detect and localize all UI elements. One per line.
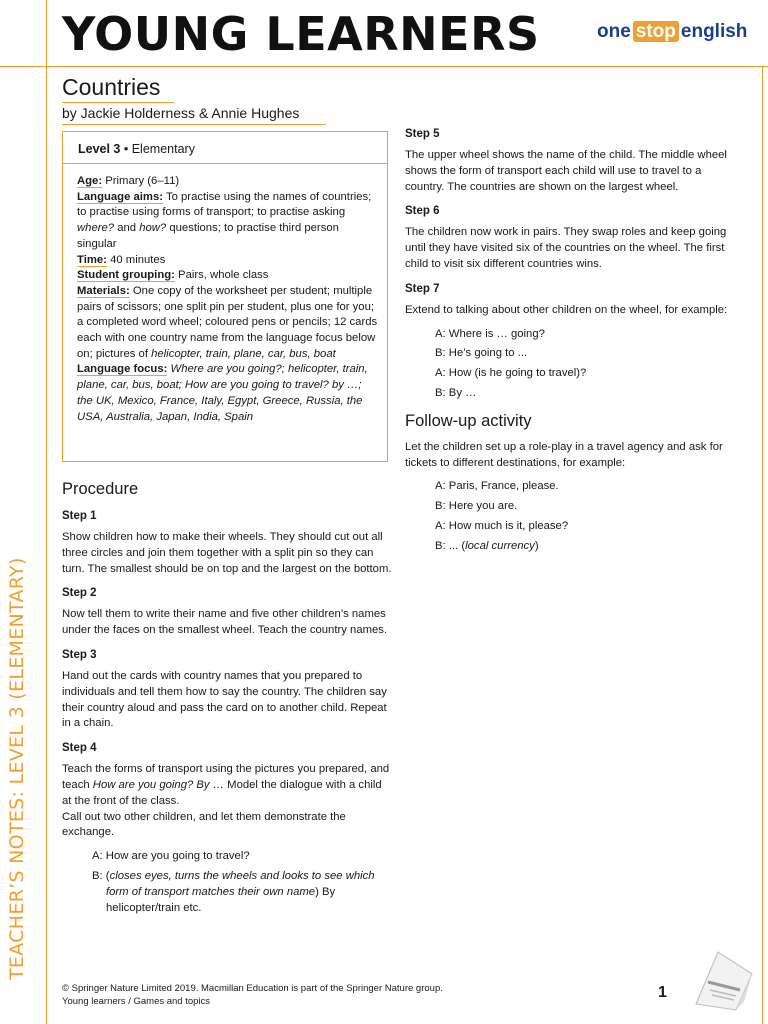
lesson-info-box — [62, 131, 388, 462]
logo-text-english: english — [680, 21, 748, 42]
logo-text-one: one — [597, 21, 631, 42]
info-value: Pairs, whole class — [174, 269, 269, 282]
dialogue-line: A: Where is … going? — [435, 327, 545, 340]
info-value: One copy of the worksheet per student; multiple pairs of scissors; one split pin per student, plus one for you; a completed word wheel; coloured pens or pencils; 12 cards each with one country name from the language focus below on; pictures of — [77, 284, 378, 360]
info-value: and — [114, 222, 140, 235]
step-7-heading: Step 7 — [405, 282, 440, 295]
photocopiable-stamp-icon — [688, 944, 758, 1014]
level-name: Elementary — [131, 142, 195, 156]
step-4-text-2: Call out two other children, and let them demonstrate the exchange. — [62, 810, 346, 839]
info-label: Student grouping: — [77, 269, 175, 282]
level-separator: • — [120, 142, 132, 156]
step-1-text: Show children how to make their wheels. They should cut out all three circles and join them together with a split pin so they can turn. The smallest should be on top and the largest on the bottom. — [62, 531, 392, 575]
procedure-column — [62, 478, 392, 922]
step-3-text: Hand out the cards with country names that you prepared to individuals and tell them how to say the country. The children say their country aloud and pass the card on to another child. Repeat in a chain. — [62, 669, 387, 730]
dialogue-line: A: How are you going to travel? — [92, 850, 250, 863]
level-number: Level 3 — [78, 142, 121, 156]
footer — [62, 982, 443, 1008]
followup-heading: Follow-up activity — [405, 411, 532, 430]
dialogue-line: B: He’s going to ... — [435, 347, 528, 360]
document-title: Countries — [62, 72, 174, 103]
dialogue-part: ) — [534, 539, 539, 552]
header-divider — [0, 66, 768, 67]
steps-right-column — [405, 126, 735, 561]
info-label: Materials: — [77, 284, 130, 297]
info-language-focus — [77, 362, 379, 425]
side-label: TEACHER’S NOTES: LEVEL 3 (ELEMENTARY) — [6, 557, 28, 980]
info-time — [77, 253, 379, 269]
step-5-heading: Step 5 — [405, 128, 440, 140]
step-7-text: Extend to talking about other children on the wheel, for example: — [405, 303, 728, 316]
step-7-dialogue — [405, 327, 735, 402]
left-border-line — [46, 0, 47, 1024]
level-header — [63, 132, 387, 164]
dialogue-italic: closes eyes, turns the wheels and looks to see which form of transport matches their own name — [106, 869, 375, 898]
step-4-heading: Step 4 — [62, 742, 97, 755]
onestopenglish-logo[interactable] — [597, 20, 747, 44]
dialogue-part: B: ... ( — [435, 539, 466, 552]
info-value: questions; to practise third person singular — [77, 222, 339, 250]
dialogue-part: ) By helicopter/train etc. — [106, 885, 336, 914]
info-value: To practise using the names of countries; to practise using forms of transport; to practise asking — [77, 190, 372, 219]
step-4-text-italic: How are you going? By … — [92, 778, 225, 791]
step-4-text — [62, 762, 392, 809]
step-6-heading: Step 6 — [405, 205, 440, 218]
step-4-dialogue — [62, 849, 392, 916]
info-student-grouping — [77, 268, 379, 284]
page-number: 1 — [658, 984, 667, 1001]
right-border-line — [762, 66, 763, 1024]
step-2-heading: Step 2 — [62, 587, 97, 600]
copyright-text: © Springer Nature Limited 2019. Macmillan Education is part of the Springer Nature group. — [62, 983, 443, 994]
dialogue-line: A: How much is it, please? — [435, 519, 569, 532]
step-1-heading: Step 1 — [62, 510, 97, 522]
info-value: Primary (6–11) — [102, 175, 180, 187]
dialogue-part: B: ( — [92, 869, 110, 882]
info-materials — [77, 284, 379, 363]
info-value: 40 minutes — [106, 253, 166, 266]
info-label: Time: — [77, 253, 107, 266]
step-2-text: Now tell them to write their name and five other children’s names under the faces on the smallest wheel. Teach the country names. — [62, 608, 388, 637]
dialogue-line: B: By … — [435, 386, 477, 399]
series-text: Young learners / Games and topics — [62, 996, 211, 1007]
dialogue-line — [435, 539, 735, 555]
info-value-italic: where? — [77, 222, 115, 235]
step-4-text-part: Teach the forms of transport using the pictures you prepared, and teach — [62, 763, 390, 791]
dialogue-line: A: How (is he going to travel)? — [435, 367, 587, 380]
followup-dialogue — [405, 479, 735, 554]
document-authors: by Jackie Holderness & Annie Hughes — [62, 104, 326, 125]
step-3-heading: Step 3 — [62, 648, 97, 661]
logo-text-stop: stop — [633, 21, 679, 42]
info-label: Age: — [77, 175, 103, 187]
header-title: YOUNG LEARNERS — [62, 7, 540, 61]
info-value-italic: Where are you going?; helicopter, train, plane, car, bus, boat; How are you going to travel? by …; the UK, Mexico, France, Italy, Egypt, Greece, Russia, the USA, Australia, Japan, India, Spain — [77, 363, 368, 423]
dialogue-line: B: Here you are. — [435, 500, 518, 513]
info-age — [77, 174, 379, 190]
info-label: Language focus: — [77, 363, 168, 376]
dialogue-line — [92, 869, 392, 916]
procedure-heading: Procedure — [62, 480, 139, 498]
dialogue-line: A: Paris, France, please. — [435, 480, 559, 493]
info-label: Language aims: — [77, 190, 164, 203]
step-6-text: The children now work in pairs. They swap roles and keep going until they have visited six of the countries on the wheel. The first child to visit six different countries wins. — [405, 226, 727, 270]
info-language-aims — [77, 190, 379, 253]
info-value-italic: how? — [139, 222, 167, 235]
info-value-italic: helicopter, train, plane, car, bus, boat — [151, 347, 336, 360]
lesson-info-list — [63, 164, 387, 425]
step-5-text: The upper wheel shows the name of the child. The middle wheel shows the form of transport each child will use to travel to a country. The countries are shown on the largest wheel. — [405, 149, 727, 193]
followup-text: Let the children set up a role-play in a travel agency and ask for tickets to different destinations, for example: — [405, 440, 723, 469]
dialogue-italic: local currency — [465, 539, 535, 552]
step-4-text-part: Model the dialogue with a child at the front of the class. — [62, 778, 382, 807]
